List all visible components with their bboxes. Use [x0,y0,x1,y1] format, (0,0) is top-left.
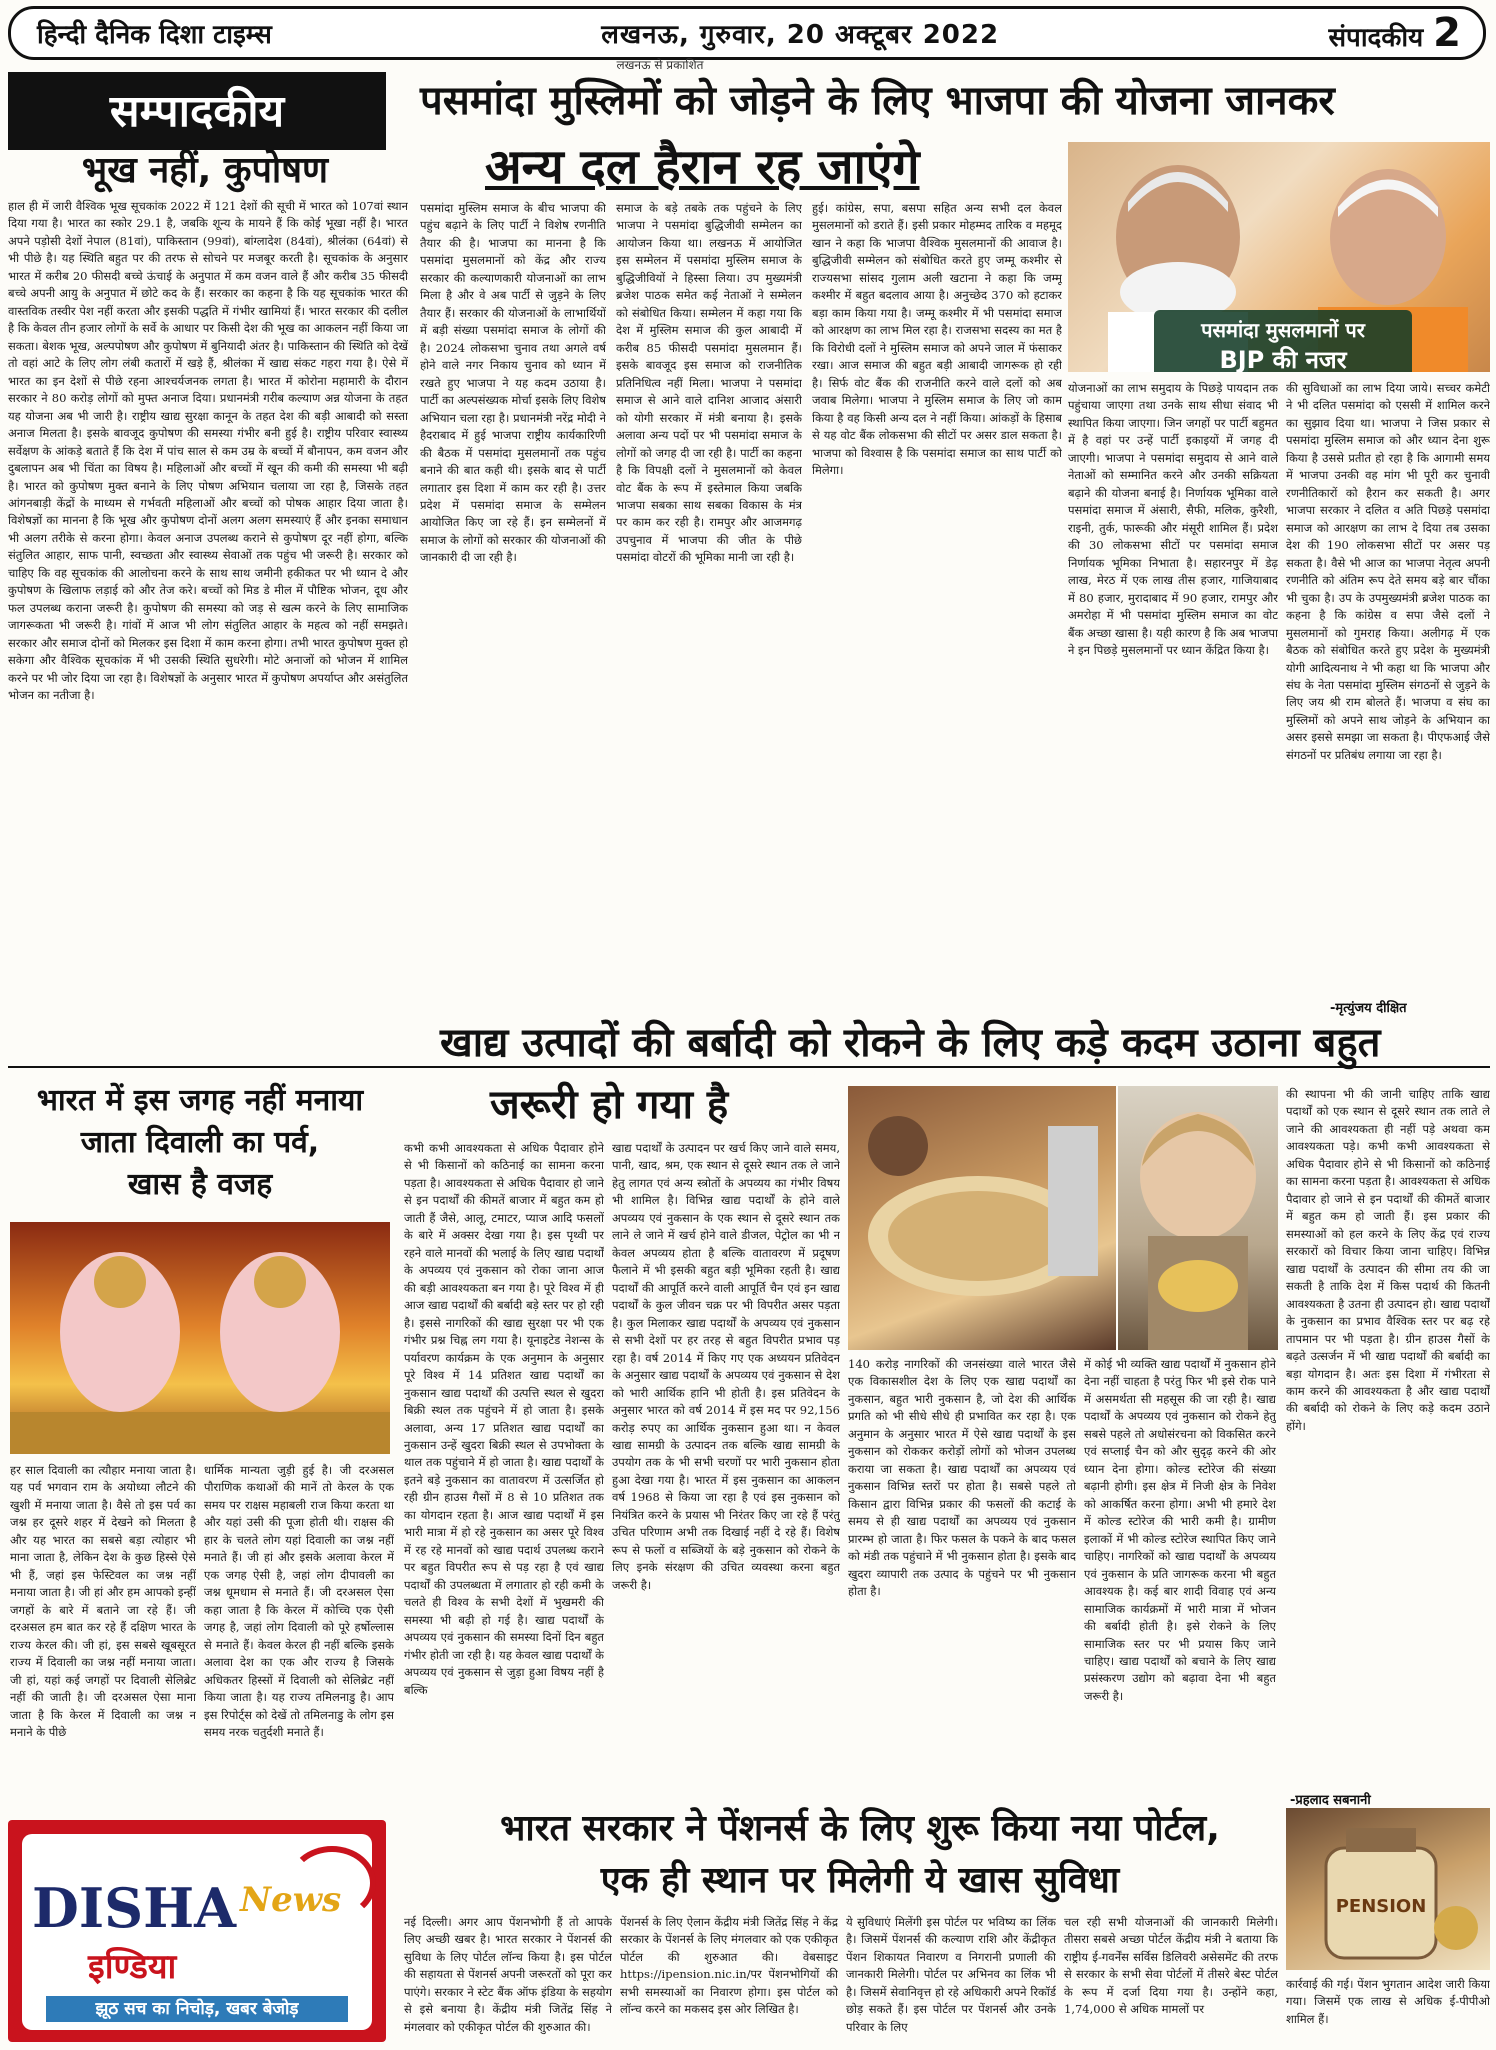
pension-photo [1286,1808,1490,1970]
pension-col-a: नई दिल्ली। अगर आप पेंशनभोगी हैं तो आपके लिए अच्छी खबर है। भारत सरकार ने पेंशनर्स की सुविधा के लिए पोर्टल लॉन्च किया है। इस पोर्टल की सहायता से पेंशनर्स अपनी जरूरतों को पूरा कर पाएंगे। सरकार ने स्टेट बैंक ऑफ इंडिया के सहयोग से इसे बनाया है। केंद्रीय मंत्री जितेंद्र सिंह ने मंगलवार को एकीकृत पोर्टल की शुरुआत की। [404,1915,612,2034]
lead-author: -मृत्युंजय दीक्षित [1330,1001,1407,1016]
diwali-photo [10,1222,390,1454]
section-name: संपादकीय [1328,23,1424,53]
diwali-col-a: हर साल दिवाली का त्यौहार मनाया जाता है। यह पर्व भगवान राम के अयोध्या लौटने की खुशी में मनाया जाता है। वैसे तो इस पर्व का जश्न हर दूसरे शहर में देखने को मिलता है और यह भारत का सबसे बड़ा त्योहार भी माना जाता है, लेकिन देश के कुछ हिस्से ऐसे भी हैं, जहां इस फेस्टिवल का जश्न नहीं मनाया जाता है। जी हां और हम आपको इन्हीं जगहों के बारे में बताने जा रहे हैं। जी दरअसल हम बात कर रहे हैं दक्षिण भारत के राज्य केरल की। जी हां, इस सबसे खूबसूरत राज्य में दिवाली का जश्न नहीं मनाया जाता। जी हां, यहां कई जगहों पर दिवाली सेलिब्रेट नहीं की जाती है। जी दरअसल ऐसा माना जाता है कि केरल में दिवाली का जश्न न मनाने के पीछे [10,1463,196,1740]
diwali-headline-line1: भारत में इस जगह नहीं मनाया [36,1083,364,1118]
paper-name: हिन्दी दैनिक दिशा टाइम्स [37,20,272,50]
food-author: -प्रहलाद सबनानी [1290,1793,1371,1808]
lakshmi-ganesh-icon [10,1222,390,1454]
photo-badge [1154,310,1412,372]
sub-line: लखनऊ से प्रकाशित [616,58,704,72]
section-label [1328,10,1461,56]
pension-jar-icon [1286,1808,1490,1970]
diwali-col-b: धार्मिक मान्यता जुड़ी हुई है। जी दरअसल पौराणिक कथाओं की मानें तो केरल के एक समय पर राक्षस महाबली राज किया करता था और यहां उसी की पूजा होती थी। राक्षस की हार के चलते लोग यहां दिवाली का जश्न नहीं मनाते हैं। जी हां और इसके अलावा केरल में एक जगह ऐसी है, जहां लोग दीपावली का जश्न धूमधाम से मनाते हैं। जी दरअसल ऐसा कहा जाता है कि केरल में कोच्चि एक ऐसी जगह है, जहां लोग दिवाली को पूरे हर्षोल्लास से मनाते हैं। केवल केरल ही नहीं बल्कि इसके अलावा देश का एक और राज्य है जिसके अधिकतर हिस्सों में दिवाली को सेलिब्रेट नहीं किया जाता है। यह राज्य तमिलनाडु है। आप इस रिपोर्ट्स को देखें तो तमिलनाडु के लोग इस समय नरक चतुर्दशी मनाते हैं। [204,1463,394,1740]
editorial-label: सम्पादकीय [8,72,386,150]
pension-photo-label: PENSION [1335,1896,1427,1917]
editorial-body: हाल ही में जारी वैश्विक भूख सूचकांक 2022 में 121 देशों की सूची में भारत को 107वां स्थान दिया गया है। भारत का स्कोर 29.1 है, जबकि शून्य के मायने हैं कि कोई भूखा नहीं है। भारत अपने पड़ोसी देशों नेपाल (81वां), पाकिस्तान (99वां), बांग्लादेश (84वां), श्रीलंका (64वां) से भी पीछे है। यह स्थिति बहुत पर की तरफ से सोचने पर मजबूर करती है। सूचकांक के अनुसार भारत में करीब 20 फीसदी बच्चे ऊंचाई के अनुपात में कम वजन वाले हैं और करीब 35 फीसदी बच्चे अपनी आयु के अनुपात में छोटे कद के हैं। सरकार का कहना है कि यह सूचकांक भारत की वास्तविक तस्वीर पेश नहीं करता और इसकी पद्धति में गंभीर खामियां हैं। भारत सरकार की दलील है कि केवल तीन हजार लोगों के सर्वे के आधार पर किसी देश की भूख का आकलन नहीं किया जा सकता। बेशक भूख, अल्पपोषण और कुपोषण में बुनियादी अंतर है। पाकिस्तान की स्थिति को देखें तो वहां आटे के लिए लोग लंबी कतारों में खड़े हैं, श्रीलंका में खाद्य संकट गहरा गया है। ऐसे में भारत का इन देशों से पीछे रहना आश्चर्यजनक लगता है। भारत में कोरोना महामारी के दौरान सरकार ने 80 करोड़ लोगों को मुफ्त अनाज दिया। प्रधानमंत्री गरीब कल्याण अन्न योजना के तहत यह योजना अब भी जारी है। राष्ट्रीय खाद्य सुरक्षा कानून के तहत देश की बड़ी आबादी को सस्ता अनाज मिलता है। इसके बावजूद कुपोषण की समस्या गंभीर बनी हुई है। राष्ट्रीय परिवार स्वास्थ्य सर्वेक्षण के आंकड़े बताते हैं कि देश में पांच साल से कम उम्र के बच्चों में बौनापन, कम वजन और दुबलापन अब भी चिंता का विषय है। महिलाओं और बच्चों में खून की कमी की समस्या भी बढ़ी है। भारत को कुपोषण मुक्त बनाने के लिए पोषण अभियान चलाया जा रहा है, जिसके तहत आंगनबाड़ी केंद्रों के माध्यम से गर्भवती महिलाओं और बच्चों को पोषक आहार दिया जाता है। विशेषज्ञों का मानना है कि भूख और कुपोषण दोनों अलग अलग समस्याएं हैं और इनका समाधान भी अलग तरीके से करना होगा। केवल अनाज उपलब्ध कराने से कुपोषण दूर नहीं होगा, बल्कि संतुलित आहार, साफ पानी, स्वच्छता और स्वास्थ्य सेवाओं तक पहुंच भी जरूरी है। सरकार को चाहिए कि वह सूचकांक की आलोचना करने के साथ साथ जमीनी हकीकत पर भी ध्यान दे और कुपोषण के खिलाफ लड़ाई को और तेज करे। बच्चों को मिड डे मील में पौष्टिक भोजन, दूध और फल उपलब्ध कराना जरूरी है। कुपोषण की समस्या को जड़ से खत्म करने के लिए सामाजिक जागरूकता भी जरूरी है। गांवों में आज भी लोग संतुलित आहार के महत्व को नहीं समझते। सरकार और समाज दोनों को मिलकर इस दिशा में काम करना होगा। तभी भारत कुपोषण मुक्त हो सकेगा और वैश्विक सूचकांक में भी उसकी स्थिति सुधरेगी। मोटे अनाजों को भोजन में शामिल करने पर भी जोर दिया जा रहा है। विशेषज्ञों के अनुसार भारत में कुपोषण अपर्याप्त और असंतुलित भोजन का नतीजा है। [8,199,408,703]
masthead [8,6,1486,60]
brand-india: इण्डिया [88,1947,177,1987]
pension-col-b: पेंशनर्स के लिए ऐलान केंद्रीय मंत्री जितेंद्र सिंह ने केंद्र सरकार के पेंशनर्स के लिए मंगलवार को एक एकीकृत पोर्टल की शुरुआत की। वेबसाइट https://ipension.nic.in/पर पेंशनभोगियों की सभी समस्याओं का निवारण होगा। इस पोर्टल को लॉन्च करने का मकसद इस ओर लिखित है। [620,1915,838,2017]
lead-photo [1068,142,1490,372]
food-col-a: कभी कभी आवश्यकता से अधिक पैदावार होने से भी किसानों को कठिनाई का सामना करना पड़ता है। आवश्यकता से अधिक पैदावार हो जाने से इन पदार्थों की कीमतें बाजार में बहुत कम हो जाती हैं जैसे, आलू, टमाटर, प्याज आदि फसलों के बारे में अक्सर देखा गया है। इस पृथ्वी पर रहने वाले मानवों की भलाई के लिए खाद्य पदार्थों के अपव्यय एवं नुकसान को रोका जाना आज की बड़ी आवश्यकता बन गया है। पूरे विश्व में ही आज खाद्य पदार्थों की बर्बादी बड़े स्तर पर हो रही है। इससे नागरिकों की खाद्य सुरक्षा पर भी एक गंभीर प्रश्न चिह्न लग गया है। यूनाइटेड नेशन्स के पर्यावरण कार्यक्रम के एक अनुमान के अनुसार पूरे विश्व में 14 प्रतिशत खाद्य पदार्थों का नुकसान खाद्य पदार्थों की उत्पत्ति स्थल से खुदरा बिक्री स्थल तक पहुंचने में हो जाता है। इसके अलावा, अन्य 17 प्रतिशत खाद्य पदार्थों का नुकसान उन्हें खुदरा बिक्री स्थल से उपभोक्ता के थाल तक पहुंचाने में हो जाता है। खाद्य पदार्थों के इतने बड़े नुकसान का वातावरण में उत्सर्जित हो रही ग्रीन हाउस गैसों में 8 से 10 प्रतिशत तक का योगदान रहता है। आज खाद्य पदार्थों में इस भारी मात्रा में हो रहे नुकसान का असर पूरे विश्व में रह रहे मानवों को खाद्य पदार्थ उपलब्ध कराने पर बहुत विपरीत रूप से पड़ रहा है एवं खाद्य पदार्थों की उपलब्धता में लगातार हो रही कमी के चलते ही विश्व के सभी देशों में भुखमरी की समस्या भी बढ़ी हो गई है। खाद्य पदार्थों के अपव्यय एवं नुकसान की समस्या दिनों दिन बहुत गंभीर होती जा रही है। यह केवल खाद्य पदार्थों के अपव्यय एवं नुकसान से जुड़ा हुआ विषय नहीं है बल्कि [404,1141,604,1697]
lead-headline-line1: पसमांदा मुस्लिमों को जोड़ने के लिए भाजपा की योजना जानकर [420,78,1335,124]
food-col-c: में कोई भी व्यक्ति खाद्य पदार्थों में नुकसान होने देना नहीं चाहता है परंतु फिर भी इसे रोक पाने में असमर्थता सी महसूस की जा रही है। खाद्य पदार्थों के अपव्यय एवं नुकसान को रोकने हेतु सबसे पहले तो अधोसंरचना को विकसित करने एवं सप्लाई चैन को और सुदृढ़ करने की ओर ध्यान देना होगा। कोल्ड स्टोरेज की संख्या बढ़ानी होगी। इस क्षेत्र में निजी क्षेत्र के निवेश को आकर्षित करना होगा। अभी भी हमारे देश में कोल्ड स्टोरेज की भारी कमी है। ग्रामीण इलाकों में भी कोल्ड स्टोरेज स्थापित किए जाने चाहिए। नागरिकों को खाद्य पदार्थों के अपव्यय एवं नुकसान के प्रति जागरूक करना भी बहुत आवश्यक है। कई बार शादी विवाह एवं अन्य सामाजिक कार्यक्रमों में भारी मात्रा में भोजन की बर्बादी होती है। इसे रोकने के लिए सामाजिक स्तर पर भी प्रयास किए जाने चाहिए। खाद्य पदार्थों को बचाने के लिए खाद्य प्रसंस्करण उद्योग को बढ़ावा देना भी बहुत जरूरी है। [1084,1357,1276,1703]
pension-col-c: ये सुविधाएं मिलेंगी इस पोर्टल पर भविष्य का लिंक है। जिसमें पेंशनर्स की कल्याण राशि और केंद्रीकृत पेंशन शिकायत निवारण व निगरानी प्रणाली की जानकारी मिलेगी। पोर्टल पर अभिनव का लिंक भी है। जिसमें सेवानिवृत्त हो रहे अधिकारी अपने रिकॉर्ड छोड़ सकते हैं। इस पोर्टल पर पेंशनर्स और उनके परिवार के लिए [846,1915,1056,2034]
food-col-d: की स्थापना भी की जानी चाहिए ताकि खाद्य पदार्थों को एक स्थान से दूसरे स्थान तक लाते ले जाने की आवश्यकता ही नहीं पड़े अथवा कम आवश्यकता पड़े। कभी कभी आवश्यकता से अधिक पैदावार होने से भी किसानों को कठिनाई का सामना करना पड़ता है। आवश्यकता से अधिक पैदावार हो जाने से इन पदार्थों की कीमतें बाजार में बहुत कम हो जाती हैं। इस प्रकार की समस्याओं को हल करने के लिए केंद्र एवं राज्य सरकारों को विचार किया जाना चाहिए। विभिन्न खाद्य पदार्थों के उत्पादन की सीमा तय की जा सकती है ताकि देश में किस पदार्थ की कितनी आवश्यकता है उतना ही उत्पादन हो। खाद्य पदार्थों के नुकसान का प्रभाव वैश्विक स्तर पर बढ़ रहे तापमान पर भी पड़ता है। ग्रीन हाउस गैसों के बढ़ते उत्सर्जन में भी खाद्य पदार्थों की बर्बादी का बड़ा योगदान है। अतः इस दिशा में गंभीरता से काम करने की आवश्यकता है और खाद्य पदार्थों की बर्बादी को रोकने के लिए कड़े कदम उठाने होंगे। [1286,1087,1490,1433]
pension-col-e: कार्रवाई की गई। पेंशन भुगतान आदेश जारी किया गया। जिसमें एक लाख से अधिक ई-पीपीओ शामिल हैं। [1286,1977,1490,2026]
child-icon [1118,1086,1278,1350]
pension-headline-line2: एक ही स्थान पर मिलेगी ये खास सुविधा [600,1860,1120,1901]
food-headline-line2: जरूरी हो गया है [490,1082,729,1128]
food-photo-1 [848,1086,1116,1350]
food-headline-line1: खाद्य उत्पादों की बर्बादी को रोकने के लिए कड़े कदम उठाना बहुत [440,1020,1381,1066]
lead-col-d: योजनाओं का लाभ समुदाय के पिछड़े पायदान तक पहुंचाया जाएगा तथा उनके साथ सीधा संवाद भी स्थापित किया जाएगा। जिन जगहों पर पार्टी बहुमत में है वहां पर उन्हें पार्टी इकाइयों में जगह दी जाएगी। भाजपा ने पसमांदा समुदाय से आने वाले नेताओं को सम्मानित करने और उनकी सक्रियता बढ़ाने की योजना बनाई है। निर्णायक भूमिका वाले पसमांदा समाज में अंसारी, सैफी, मलिक, कुरैशी, राइनी, तुर्क, फारूकी और मंसूरी शामिल हैं। प्रदेश की 30 लोकसभा सीटों पर पसमांदा समाज निर्णायक भूमिका निभाता है। सहारनपुर में डेढ़ लाख, मेरठ में एक लाख तीस हजार, गाजियाबाद में 80 हजार, मुरादाबाद में 90 हजार, रामपुर और अमरोहा में भी पसमांदा मुस्लिम समाज का वोट बैंक अच्छा खासा है। यही कारण है कि अब भाजपा ने इन पिछड़े मुसलमानों पर ध्यान केंद्रित किया है। [1068,381,1278,658]
date-line: लखनऊ, गुरुवार, 20 अक्टूबर 2022 [601,20,1000,50]
pension-col-d: चल रही सभी योजनाओं की जानकारी मिलेगी। तीसरा सबसे अच्छा पोर्टल केंद्रीय मंत्री ने बताया कि राष्ट्रीय ई-गवर्नेंस सर्विस डिलिवरी असेसमेंट की तरफ से सरकार के सभी सेवा पोर्टलों में तीसरे बेस्ट पोर्टल के रूप में दर्जा दिया गया है। उन्होंने कहा, 1,74,000 से अधिक मामलों पर [1064,1915,1278,2017]
food-waste-icon [848,1086,1116,1350]
lead-col-b: समाज के बड़े तबके तक पहुंचने के लिए भाजपा ने पसमांदा बुद्धिजीवी सम्मेलन का आयोजन किया था। लखनऊ में आयोजित इस सम्मेलन में पसमांदा मुस्लिम समाज के बुद्धिजीवियों ने हिस्सा लिया। उप मुख्यमंत्री ब्रजेश पाठक समेत कई नेताओं ने सम्मेलन को संबोधित किया। सम्मेलन में कहा गया कि देश में मुस्लिम समाज की कुल आबादी में करीब 85 फीसदी पसमांदा मुसलमान हैं। इसके बावजूद इस समाज को राजनीतिक प्रतिनिधित्व नहीं मिला। भाजपा ने पसमांदा समाज से आने वाले दानिश आजाद अंसारी को योगी सरकार में मंत्री बनाया है। इसके अलावा अन्य पदों पर भी पसमांदा समाज के लोगों को जगह दी जा रही है। पार्टी का कहना है कि विपक्षी दलों ने मुसलमानों को केवल वोट बैंक के रूप में इस्तेमाल किया जबकि भाजपा सबका साथ सबका विकास के मंत्र पर काम कर रही है। रामपुर और आजमगढ़ उपचुनाव में भाजपा की जीत के पीछे पसमांदा वोटरों की भूमिका मानी जा रही है। [616,201,802,565]
disha-news-ad[interactable] [8,1820,386,2042]
lead-col-c: हुई। कांग्रेस, सपा, बसपा सहित अन्य सभी दल केवल मुसलमानों को डराते हैं। इसी प्रकार मोहम्मद तारिक व महमूद खान ने कहा कि भाजपा वैश्विक मुसलमानों की आवाज है। बुद्धिजीवी सम्मेलन को संबोधित करते हुए जम्मू कश्मीर से राज्यसभा सांसद गुलाम अली खटाना ने कहा कि जम्मू कश्मीर में बहुत बदलाव आया है। अनुच्छेद 370 को हटाकर बड़ा काम किया गया है। जम्मू कश्मीर में भी पसमांदा समाज को आरक्षण का लाभ मिल रहा है। राजसभा सदस्य का मत है कि विरोधी दलों ने मुस्लिम समाज को अपने जाल में फंसाकर रखा। आज समाज की बहुत बड़ी आबादी जागरूक हो रही है। सिर्फ वोट बैंक की राजनीति करने वाले दलों को अब जवाब मिलेगा। भाजपा ने मुस्लिम समाज के लिए जो काम किया है वह किसी अन्य दल ने नहीं किया। आंकड़ों के हिसाब से यह वोट बैंक लोकसभा की सीटों पर असर डाल सकता है। भाजपा को विश्वास है कि पसमांदा समाज का साथ पार्टी को मिलेगा। [812,201,1062,478]
lead-col-a: पसमांदा मुस्लिम समाज के बीच भाजपा की पहुंच बढ़ाने के लिए पार्टी ने विशेष रणनीति तैयार की है। भाजपा का मानना है कि पसमांदा मुसलमानों को केंद्र और राज्य सरकार की कल्याणकारी योजनाओं का लाभ मिला है और वे अब पार्टी से जुड़ने के लिए तैयार हैं। सरकार की योजनाओं के लाभार्थियों में बड़ी संख्या पसमांदा समाज के लोगों की है। 2024 लोकसभा चुनाव तथा अगले वर्ष होने वाले नगर निकाय चुनाव को ध्यान में रखते हुए भाजपा ने यह कदम उठाया है। पार्टी का अल्पसंख्यक मोर्चा इसके लिए विशेष अभियान चला रहा है। प्रधानमंत्री नरेंद्र मोदी ने हैदराबाद में हुई भाजपा राष्ट्रीय कार्यकारिणी की बैठक में पसमांदा मुसलमानों तक पहुंच बनाने की बात कही थी। इसके बाद से पार्टी लगातार इस दिशा में काम कर रही है। उत्तर प्रदेश में पसमांदा समाज के सम्मेलन आयोजित किए जा रहे हैं। इन सम्मेलनों में समाज के लोगों को सरकार की योजनाओं की जानकारी दी जा रही है। [420,201,606,565]
page-number: 2 [1433,10,1461,56]
editorial-headline: भूख नहीं, कुपोषण [81,150,329,191]
food-photo-caption: 140 करोड़ नागरिकों की जनसंख्या वाले भारत जैसे एक विकासशील देश के लिए एक खाद्य पदार्थों का नुकसान, बहुत भारी नुकसान है, जो देश की आर्थिक प्रगति को भी सीधे सीधे ही प्रभावित कर रहा है। एक अनुमान के अनुसार भारत में ऐसे खाद्य पदार्थों के इस नुकसान को रोककर करोड़ों लोगों को भोजन उपलब्ध कराया जा सकता है। खाद्य पदार्थों का अपव्यय एवं नुकसान विभिन्न स्तरों पर होता है। सबसे पहले तो किसान द्वारा विभिन्न प्रकार की फसलों की कटाई के समय से ही खाद्य पदार्थों का अपव्यय एवं नुकसान प्रारम्भ हो जाता है। फिर फसल के पकने के बाद फसल को मंडी तक पहुंचाने में भी नुकसान होता है। इसके बाद खुदरा व्यापारी तक उत्पाद के पहुंचने पर भी नुकसान होता है। [848,1357,1076,1599]
pension-headline-line1: भारत सरकार ने पेंशनर्स के लिए शुरू किया नया पोर्टल, [500,1808,1220,1849]
brand-tagline: झूठ सच का निचोड़, खबर बेजोड़ [46,1996,348,2022]
brand-disha: DISHA [32,1876,237,1940]
photo-badge-line2: BJP की नजर [1219,346,1347,372]
diwali-headline-line3: खास है वजह [127,1167,273,1202]
brand-news: News [240,1880,342,1920]
food-col-b: खाद्य पदार्थों के उत्पादन पर खर्च किए जाने वाले समय, पानी, खाद, श्रम, एक स्थान से दूसरे स्थान तक ले जाने हेतु लागत एवं अन्य स्त्रोतों के अपव्यय का गंभीर विषय भी शामिल है। विभिन्न खाद्य पदार्थों के होने वाले अपव्यय एवं नुकसान के एक स्थान से दूसरे स्थान तक लाने ले जाने में खर्च होने वाले डीजल, पेट्रोल का भी न केवल अपव्यय होता है बल्कि वातावरण में प्रदूषण फैलाने में भी इसकी बहुत बड़ी भूमिका रहती है। खाद्य पदार्थों की आपूर्ति करने वाली आपूर्ति चैन एवं इन खाद्य पदार्थों के कुल जीवन चक्र पर भी विपरीत असर पड़ता है। कुल मिलाकर खाद्य पदार्थों के अपव्यय एवं नुकसान से सभी देशों पर हर तरह से बहुत विपरीत प्रभाव पड़ रहा है। वर्ष 2014 में किए गए एक अध्ययन प्रतिवेदन के अनुसार खाद्य पदार्थों के अपव्यय एवं नुकसान से देश को भारी आर्थिक हानि भी होती है। इस प्रतिवेदन के अनुसार भारत को वर्ष 2014 में इस मद पर 92,156 करोड़ रुपए का आर्थिक नुकसान हुआ था। न केवल खाद्य सामग्री के उत्पादन तक बल्कि खाद्य सामग्री के उपयोग तक के भी सभी चरणों पर भारी नुकसान होता हुआ देखा गया है। भारत में इस नुकसान का आकलन वर्ष 1968 से किया जा रहा है एवं इस नुकसान को नियंत्रित करने के प्रयास भी निरंतर किए जा रहे हैं परंतु उचित परिणाम अभी तक दिखाई नहीं दे रहे हैं। विशेष रूप से फलों व सब्जियों के बड़े नुकसान को रोकने के लिए इनके संरक्षण की उचित व्यवस्था करना बहुत जरूरी है। [612,1141,840,1592]
lead-headline-line2: अन्य दल हैरान रह जाएंगे [485,139,920,195]
divider [8,1066,1490,1068]
lead-col-e: की सुविधाओं का लाभ दिया जाये। सच्चर कमेटी ने भी दलित पसमांदा को एससी में शामिल करने का सुझाव दिया था। भाजपा ने जिस प्रकार से पसमांदा मुस्लिम समाज को और ध्यान देना शुरू किया है उससे प्रतीत हो रहा है कि आगामी समय में भाजपा उनकी वह मांग भी पूरी कर चुनावी रणनीतिकारों को हैरान कर सकती है। अगर भाजपा सरकार ने दलित व अति पिछड़े पसमांदा समाज को आरक्षण का लाभ दे दिया तब उसका देश की 190 लोकसभा सीटों पर असर पड़ सकता है। वैसे भी आज का भाजपा नेतृत्व अपनी रणनीति को अंतिम रूप देते समय बड़े बार चौंका भी चुका है। उप के उपमुख्यमंत्री ब्रजेश पाठक का कहना है कि कांग्रेस व सपा जैसे दलों ने मुसलमानों को गुमराह किया। अलीगढ़ में एक बैठक को संबोधित करते हुए प्रदेश के मुख्यमंत्री योगी आदित्यनाथ ने भी कहा था कि भाजपा और संघ के नेता पसमांदा मुस्लिम संगठनों से जुड़ने के लिए जय श्री राम बोलते हैं। भाजपा व संघ का मुस्लिमों को अपने साथ जोड़ने के अभियान का असर इससे समझा जा सकता है। पीएफआई जैसे संगठनों पर प्रतिबंध लगाया जा रहा है। [1286,381,1490,762]
diwali-headline-line2: जाता दिवाली का पर्व, [80,1125,320,1160]
food-photo-2 [1118,1086,1278,1350]
photo-badge-line1: पसमांदा मुसलमानों पर [1201,318,1365,342]
